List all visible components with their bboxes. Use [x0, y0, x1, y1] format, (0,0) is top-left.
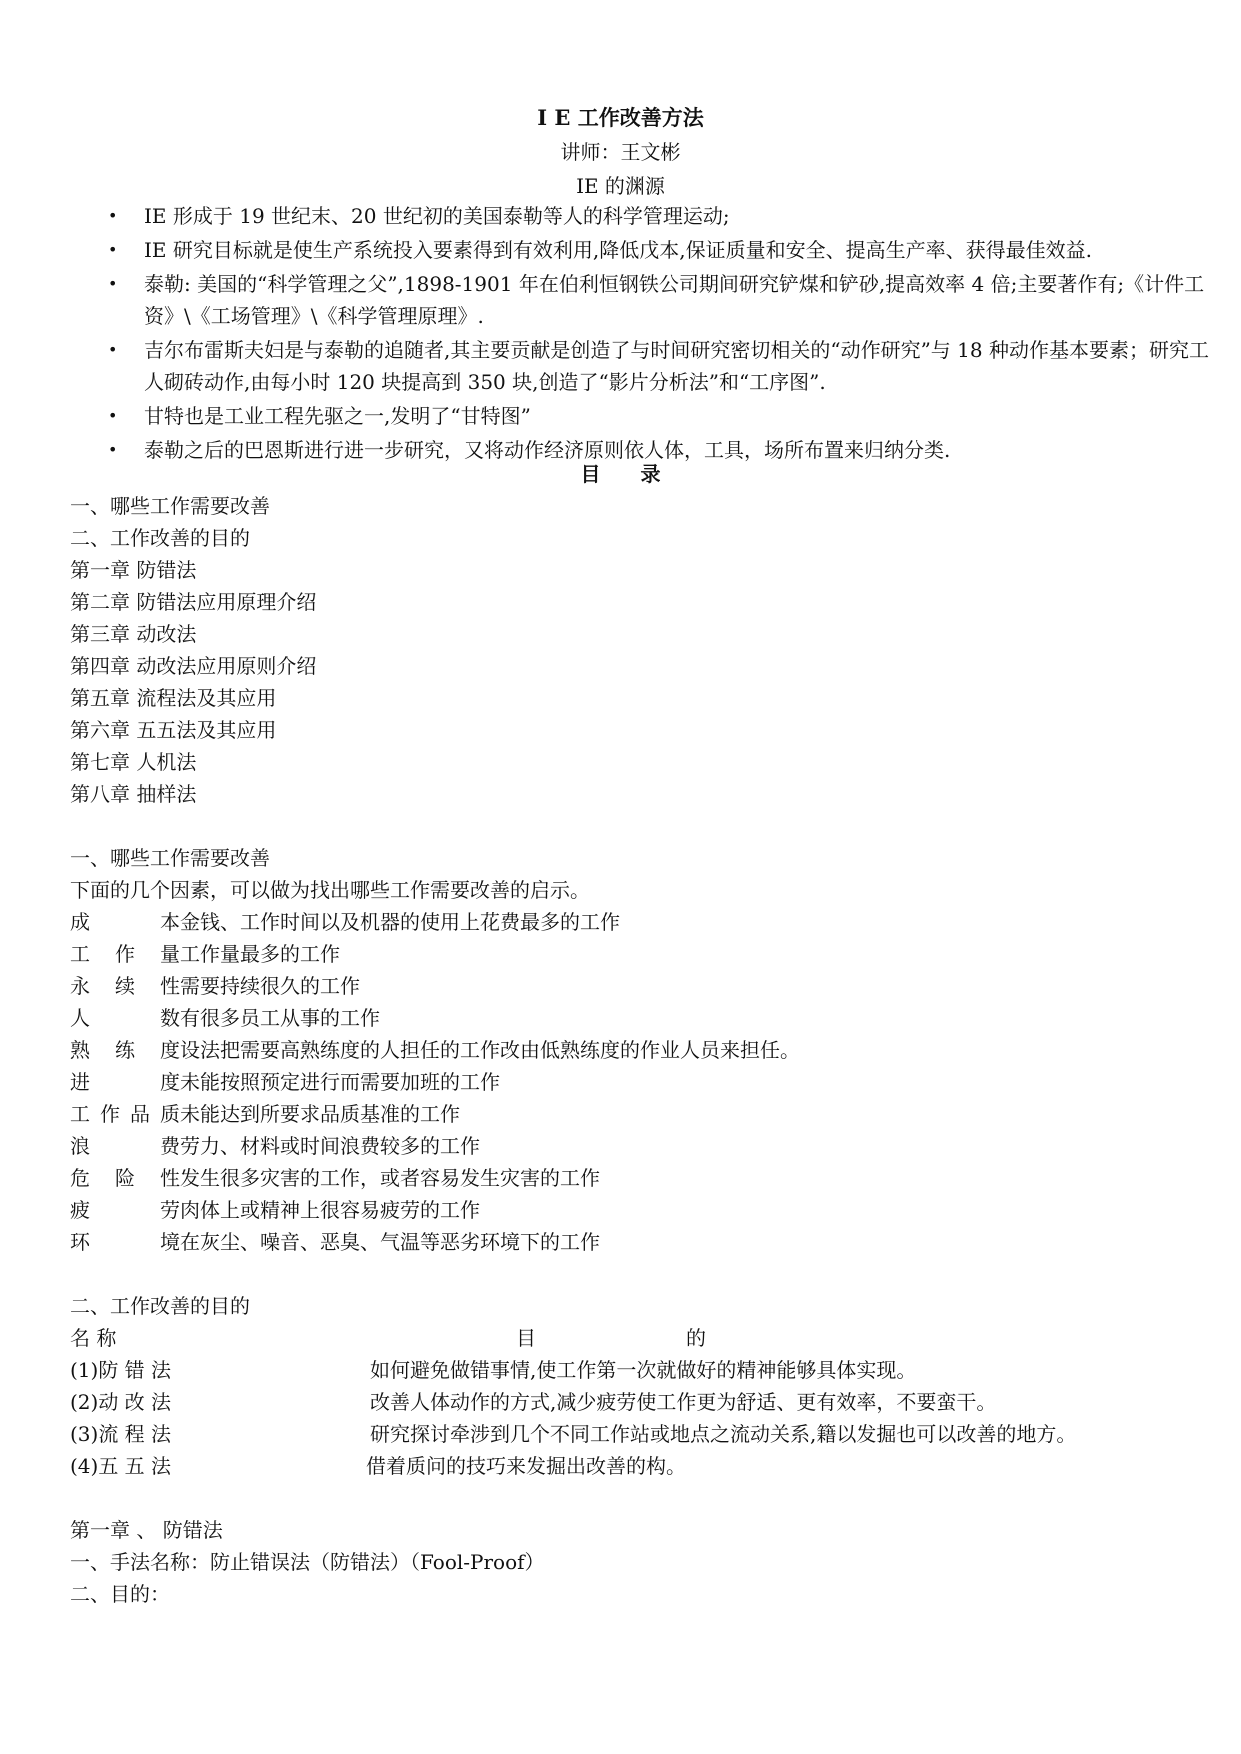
factor-row	[70, 1066, 500, 1095]
factor-row	[70, 1130, 480, 1159]
factor-desc: 有很多员工从事的工作	[180, 1006, 380, 1030]
column-header-purpose: 的	[686, 1326, 706, 1350]
toc-item: 第八章 抽样法	[70, 782, 197, 806]
factor-row	[70, 1002, 380, 1031]
method-name: (4)五 五 法	[70, 1454, 172, 1478]
list-item: • 甘特也是工业工程先驱之一,发明了“甘特图”	[108, 400, 1228, 432]
factor-name: 成本	[70, 910, 180, 934]
factor-row	[70, 906, 620, 935]
factor-desc: 未能达到所要求品质基准的工作	[180, 1102, 460, 1126]
section2-heading: 二、工作改善的目的	[70, 1294, 250, 1318]
list-item: • IE 研究目标就是使生产系统投入要素得到有效利用,降低戊本,保证质量和安全、提高生产率、获得最佳效益.	[108, 234, 1228, 266]
factor-desc: 在灰尘、噪音、恶臭、气温等恶劣环境下的工作	[180, 1230, 600, 1254]
list-item: • IE 形成于 19 世纪末、20 世纪初的美国泰勒等人的科学管理运动;	[108, 200, 1228, 232]
bullet-icon: •	[108, 340, 118, 359]
chapter1-heading: 第一章 、 防错法	[70, 1518, 223, 1542]
factor-name: 熟练度	[70, 1038, 180, 1062]
origin-heading: IE 的渊源	[576, 174, 665, 198]
method-name: (2)动 改 法	[70, 1390, 172, 1414]
bullet-icon: •	[108, 274, 118, 293]
factor-row	[70, 1034, 800, 1063]
toc-item: 二、工作改善的目的	[70, 526, 250, 550]
factor-desc: 金钱、工作时间以及机器的使用上花费最多的工作	[180, 910, 620, 934]
toc-item: 第四章 动改法应用原则介绍	[70, 654, 317, 678]
factor-row	[70, 1226, 600, 1255]
column-header-name: 名 称	[70, 1326, 117, 1350]
factor-row	[70, 970, 360, 999]
toc-item: 一、哪些工作需要改善	[70, 494, 270, 518]
factor-desc: 未能按照预定进行而需要加班的工作	[180, 1070, 500, 1094]
document-title: I E 工作改善方法	[537, 105, 704, 130]
factor-desc: 需要持续很久的工作	[180, 974, 360, 998]
factor-desc: 发生很多灾害的工作，或者容易发生灾害的工作	[180, 1166, 600, 1190]
method-desc: 研究探讨牵涉到几个不同工作站或地点之流动关系,籍以发掘也可以改善的地方。	[370, 1422, 1077, 1446]
factor-name: 环境	[70, 1230, 180, 1254]
factor-name: 人数	[70, 1006, 180, 1030]
bullet-icon: •	[108, 440, 118, 459]
method-name: (3)流 程 法	[70, 1422, 172, 1446]
factor-desc: 肉体上或精神上很容易疲劳的工作	[180, 1198, 480, 1222]
factor-desc: 设法把需要高熟练度的人担任的工作改由低熟练度的作业人员来担任。	[180, 1038, 800, 1062]
toc-item: 第二章 防错法应用原理介绍	[70, 590, 317, 614]
factor-desc: 劳力、材料或时间浪费较多的工作	[180, 1134, 480, 1158]
list-item: • 吉尔布雷斯夫妇是与泰勒的追随者,其主要贡献是创造了与时间研究密切相关的“动作研究”与 18 种动作基本要素；研究工人砌砖动作,由每小时 120 块提高到 350 块,创造了“影片分析法”和“工序图”.	[108, 334, 1228, 398]
bullet-icon: •	[108, 406, 118, 425]
factor-name: 工作量	[70, 942, 180, 966]
factor-row	[70, 1194, 480, 1223]
list-item: • 泰勒: 美国的“科学管理之父”,1898-1901 年在伯利恒钢铁公司期间研究铲煤和铲砂,提高效率 4 倍;主要著作有;《计件工资》\《工场管理》\《科学管理原理》.	[108, 268, 1228, 332]
factor-name: 浪费	[70, 1134, 180, 1158]
column-header-purpose: 目	[516, 1326, 536, 1350]
factor-name: 进度	[70, 1070, 180, 1094]
factor-name: 永续性	[70, 974, 180, 998]
method-desc: 如何避免做错事情,使工作第一次就做好的精神能够具体实现。	[370, 1358, 917, 1382]
section1-heading: 一、哪些工作需要改善	[70, 846, 270, 870]
method-name: (1)防 错 法	[70, 1358, 172, 1382]
toc-item: 第三章 动改法	[70, 622, 197, 646]
section1-intro: 下面的几个因素，可以做为找出哪些工作需要改善的启示。	[70, 878, 590, 902]
toc-item: 第七章 人机法	[70, 750, 197, 774]
lecturer-line: 讲师：王文彬	[560, 140, 681, 164]
factor-name: 危险性	[70, 1166, 180, 1190]
bullet-icon: •	[108, 240, 118, 259]
method-desc: 借着质问的技巧来发掘出改善的构。	[366, 1454, 686, 1478]
factor-row	[70, 1098, 460, 1127]
factor-desc: 工作量最多的工作	[180, 942, 340, 966]
chapter1-item: 二、目的：	[70, 1582, 170, 1606]
list-item: • 泰勒之后的巴恩斯进行进一步研究，又将动作经济原则依人体，工具，场所布置来归纳分类.	[108, 434, 1228, 466]
toc-item: 第一章 防错法	[70, 558, 197, 582]
factor-name: 疲劳	[70, 1198, 180, 1222]
toc-item: 第五章 流程法及其应用	[70, 686, 277, 710]
factor-name: 工作品质	[70, 1102, 180, 1126]
factor-row	[70, 938, 340, 967]
factor-row	[70, 1162, 600, 1191]
origin-bullet-list	[108, 200, 1228, 468]
chapter1-item: 一、手法名称：防止错误法（防错法）（Fool-Proof）	[70, 1550, 545, 1574]
method-desc: 改善人体动作的方式,减少疲劳使工作更为舒适、更有效率，不要蛮干。	[370, 1390, 997, 1414]
bullet-icon: •	[108, 206, 118, 225]
toc-item: 第六章 五五法及其应用	[70, 718, 277, 742]
toc-heading: 目录	[580, 462, 701, 486]
